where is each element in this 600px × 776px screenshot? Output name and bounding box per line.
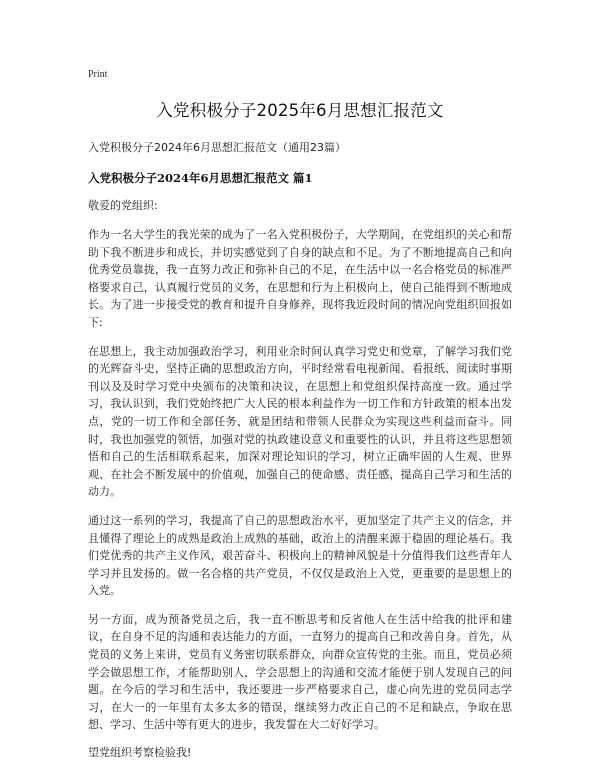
paragraph-1: 作为一名大学生的我光荣的成为了一名入党积极份子，大学期间，在党组织的关心和帮助下我不断进步和成长，并切实感觉到了自身的缺点和不足。为了不断地提高自己和向优秀党员靠拢，我一直努力改正和弥补自己的不足，在生活中以一名合格党员的标准严格要求自己，认真履行党员的义务，在思想和行为上积极向上，使自己能得到不断地成长。为了进一步接受党的教育和提升自身修养，现将我近段时间的情况向党组织回报如下: [88, 228, 512, 329]
paragraph-2: 在思想上，我主动加强政治学习，利用业余时间认真学习党史和党章，了解学习我们党的光辉奋斗史，坚持正确的思想政治方向，平时经常看电视新闻、看报纸、阅读时事期刊以及及时学习党中央颁布的决策和决议，在思想上和党组织保持高度一致。通过学习，我认识到，我们党始终把广大人民的根本利益作为一切工作和方针政策的根本出发点，党的一切工作和全部任务，就是团结和带领人民群众为实现这些利益而奋斗。同时，我也加强党的领悟，加强对党的执政建设意义和重要性的认识，并且将这些思想领悟和自己的生活相联系起来，加深对理论知识的学习，树立正确牢固的人生观、世界观、在社会不断发展中的价值观，加强自己的使命感、责任感，提高自己学习和生活的动力。 [88, 344, 512, 499]
greeting: 敬爱的党组织: [88, 199, 158, 212]
paragraph-4: 另一方面，成为预备党员之后，我一直不断思考和反省他人在生活中给我的批评和建议，在自身不足的沟通和表达能力的方面，一直努力的提高自己和改善自身。首先，从党员的义务上来讲，党员有义务密切联系群众，向群众宣传党的主张。而且，党员必须学会做思想工作，才能帮助别人，学会思想上的沟通和交流才能便于别人发现自己的问题。在今后的学习和生活中，我还要进一步严格要求自己，虚心向先进的党员同志学习，在大一的一年里有太多太多的错误，继续努力改正自己的不足和缺点，争取在思想、学习、生活中等有更大的进步，我发誓在大二好好学习。 [88, 612, 512, 732]
print-label: Print [88, 69, 108, 80]
paragraph-3: 通过这一系列的学习，我提高了自己的思想政治水平，更加坚定了共产主义的信念，并且懂得了理论上的成熟是政治上成熟的基础，政治上的清醒来源于稳固的理论基石。我们党优秀的共产主义作风，艰苦奋斗、积极向上的精神风貌是十分值得我们这些青年人学习并且发扬的。做一名合格的共产党员，不仅仅是政治上入党，更重要的是思想上的入党。 [88, 513, 512, 598]
page-title: 入党积极分子2025年6月思想汇报范文 [156, 101, 444, 120]
document-subtitle: 入党积极分子2024年6月思想汇报范文（通用23篇） [88, 141, 346, 154]
section-heading: 入党积极分子2024年6月思想汇报范文 篇1 [88, 171, 313, 185]
closing-line: 望党组织考察检验我! [88, 746, 192, 760]
